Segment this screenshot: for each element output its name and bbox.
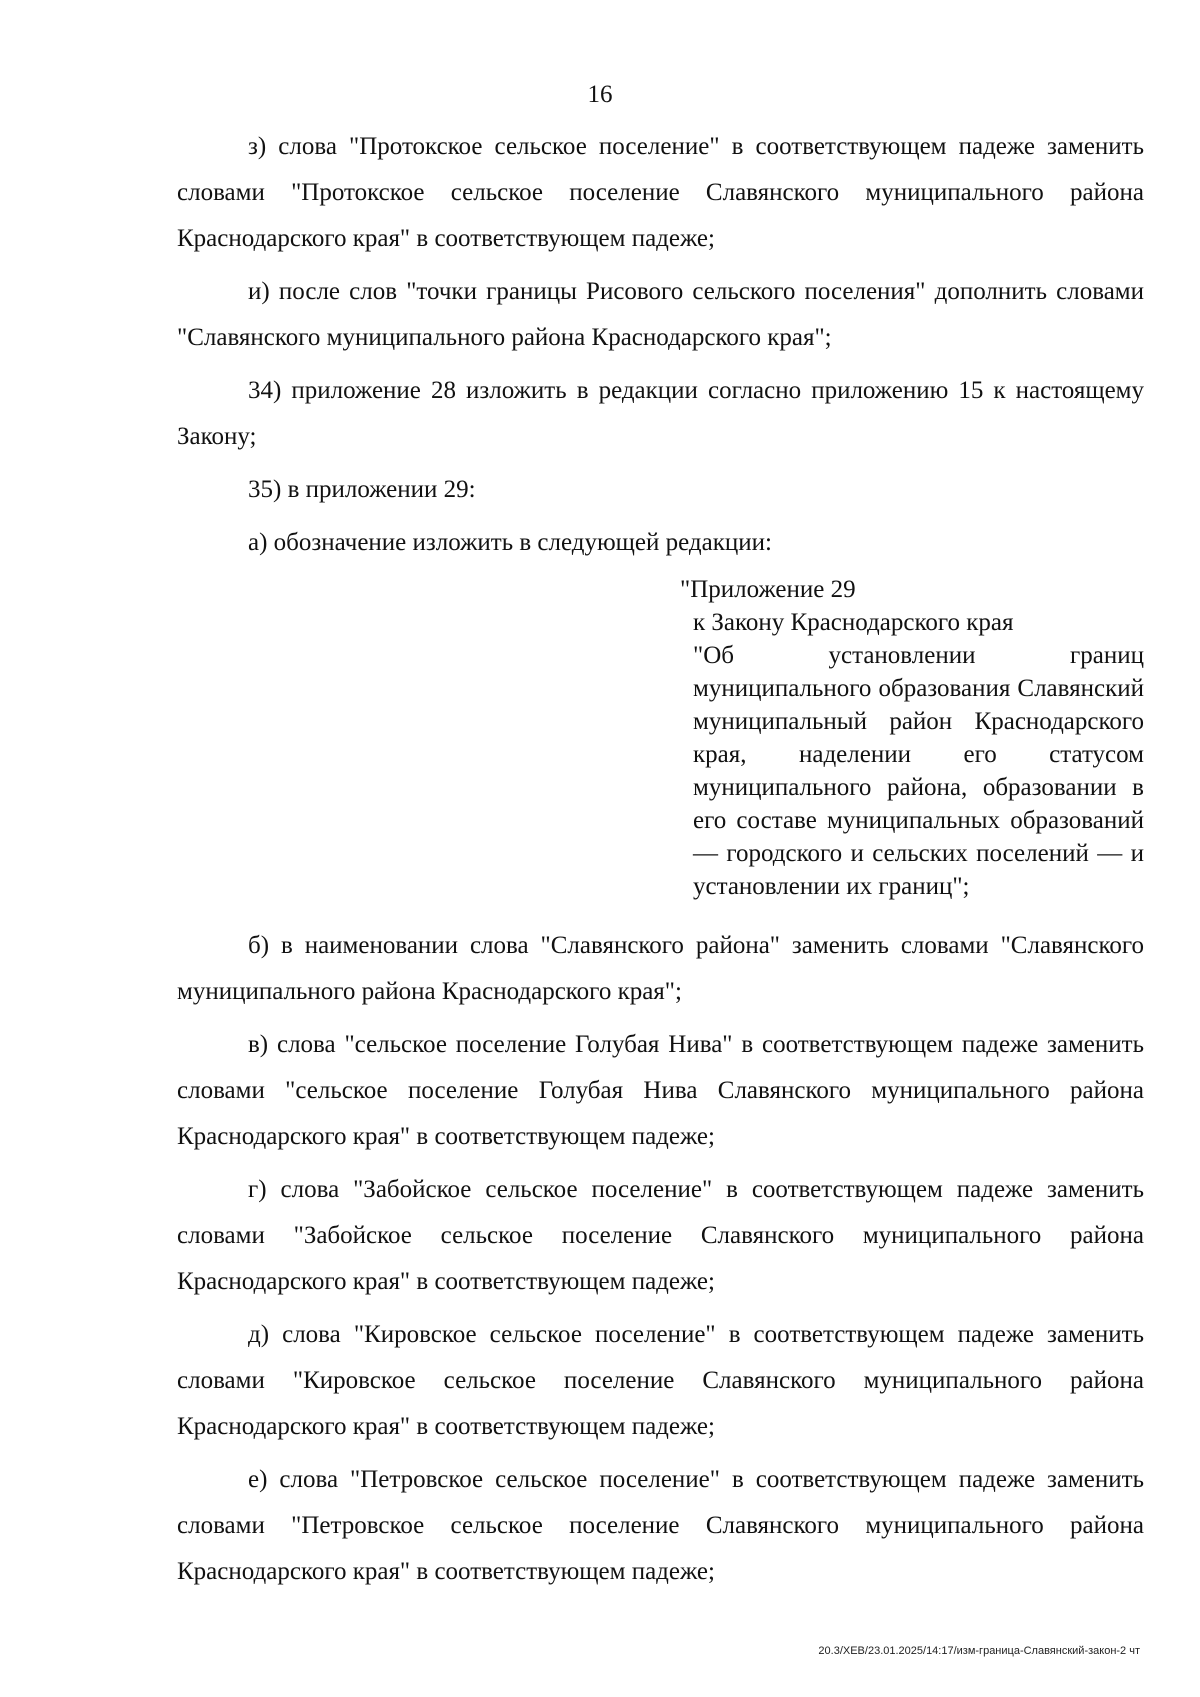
paragraph-g: г) слова "Забойское сельское поселение" в соответствующем падеже заменить словами "Забойское сельское поселение Славянского муниципального района Краснодарского края" в соответствующем падеже; [177,1176,1144,1295]
paragraph-a: а) обозначение изложить в следующей редакции: [248,529,772,556]
paragraph-e: е) слова "Петровское сельское поселение" в соответствующем падеже заменить словами "Петровское сельское поселение Славянского муниципального района Краснодарского края" в соответствующем падеже; [177,1466,1144,1585]
paragraph-34: 34) приложение 28 изложить в редакции согласно приложению 15 к настоящему Закону; [177,377,1144,450]
paragraph-z: з) слова "Протокское сельское поселение" в соответствующем падеже заменить словами "Протокское сельское поселение Славянского муниципального района Краснодарского края" в соответствующем падеже; [177,133,1144,252]
document-body [177,124,1144,1602]
paragraph-i: и) после слов "точки границы Рисового сельского поселения" дополнить словами "Славянского муниципального района Краснодарского края"; [177,278,1144,351]
paragraph-v: в) слова "сельское поселение Голубая Нива" в соответствующем падеже заменить словами "сельское поселение Голубая Нива Славянского муниципального района Краснодарского края" в соответствующем падеже; [177,1031,1144,1150]
appendix-title: "Приложение 29 [680,576,856,603]
paragraph-b: б) в наименовании слова "Славянского района" заменить словами "Славянского муниципального района Краснодарского края"; [177,932,1144,1005]
page-number: 16 [587,81,613,108]
paragraph-35: 35) в приложении 29: [248,476,476,503]
paragraph-d: д) слова "Кировское сельское поселение" в соответствующем падеже заменить словами "Кировское сельское поселение Славянского муниципального района Краснодарского края" в соответствующем падеже; [177,1321,1144,1440]
appendix-line-1: к Закону Краснодарского края [693,609,1014,636]
document-footer: 20.3/ХЕВ/23.01.2025/14:17/изм-граница-Славянский-закон-2 чт [818,1645,1140,1657]
appendix-block [680,573,1144,903]
appendix-body: "Об установлении границ муниципального образования Славянский муниципальный район Краснодарского края, наделении его статусом муниципального района, образовании в его составе муниципальных образований — городского и сельских поселений — и установлении их границ"; [693,642,1144,900]
